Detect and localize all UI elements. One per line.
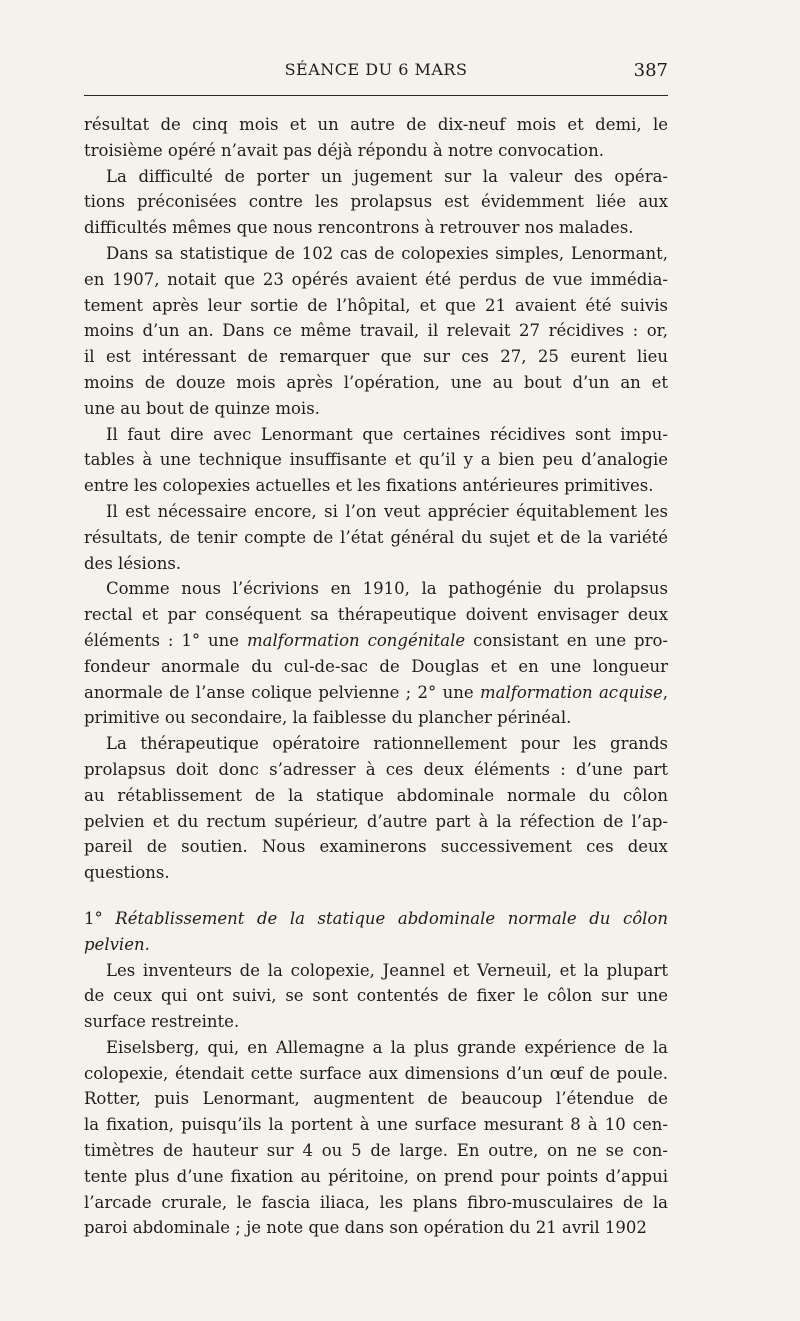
section-title-part-two: pelvien. [84, 934, 150, 954]
text-line [84, 189, 668, 215]
text-line [84, 628, 668, 654]
paragraph [84, 958, 668, 1035]
section-heading-line [84, 906, 668, 932]
line-text: troisième opéré n’avait pas déjà répondu à notre convocation. [84, 140, 604, 160]
line-text: Il faut dire avec Lenormant que certaines récidives sont impu- [106, 424, 668, 444]
line-text: fondeur anormale du cul-de-sac de Douglas et en une longueur [84, 656, 668, 676]
body-section-two [84, 958, 668, 1242]
line-text: au rétablissement de la statique abdominale normale du côlon [84, 785, 668, 805]
text-line [84, 318, 668, 344]
line-text: Eiselsberg, qui, en Allemagne a la plus grande expérience de la [106, 1037, 668, 1057]
line-text: éléments : 1° une [84, 630, 248, 650]
section-heading [84, 906, 668, 958]
line-text: résultats, de tenir compte de l’état général du sujet et de la variété [84, 527, 668, 547]
line-text: , [662, 682, 668, 702]
line-text: Rotter, puis Lenormant, augmentent de beaucoup l’étendue de [84, 1089, 668, 1109]
text-line [84, 860, 668, 886]
section-title-part-one: Rétablissement de la statique abdominale normale du côlon [115, 908, 668, 928]
paragraph [84, 576, 668, 731]
text-line [84, 1009, 668, 1035]
text-line [84, 551, 668, 577]
line-text: La difficulté de porter un jugement sur la valeur des opéra- [106, 166, 668, 186]
text-line [84, 344, 668, 370]
line-text: La thérapeutique opératoire rationnellement pour les grands [106, 734, 668, 754]
text-line [84, 164, 668, 190]
text-line [84, 602, 668, 628]
text-line [84, 1035, 668, 1061]
text-line [84, 680, 668, 706]
text-line [84, 112, 668, 138]
line-text: timètres de hauteur sur 4 ou 5 de large. En outre, on ne se con- [84, 1141, 668, 1161]
paragraph [84, 112, 668, 164]
line-text: surface restreinte. [84, 1012, 240, 1032]
text-line [84, 1138, 668, 1164]
body-text [84, 112, 668, 1241]
paragraph [84, 422, 668, 499]
section-spacer [84, 886, 668, 906]
line-text: en 1907, notait que 23 opérés avaient été perdus de vue immédia- [84, 269, 668, 289]
line-text: tions préconisées contre les prolapsus est évidemment liée aux [84, 192, 668, 212]
text-line [84, 1061, 668, 1087]
text-line [84, 499, 668, 525]
line-text: moins de douze mois après l’opération, une au bout d’un an et [84, 372, 668, 392]
paragraph [84, 731, 668, 886]
line-text: de ceux qui ont suivi, se sont contentés de fixer le côlon sur une [84, 986, 668, 1006]
body-section-one [84, 112, 668, 886]
line-text: pareil de soutien. Nous examinerons successivement ces deux [84, 837, 668, 857]
line-text: des lésions. [84, 553, 182, 573]
line-text: colopexie, étendait cette surface aux dimensions d’un œuf de poule. [84, 1063, 668, 1083]
line-text: la fixation, puisqu’ils la portent à une surface mesurant 8 à 10 cen- [84, 1115, 668, 1135]
paragraph [84, 499, 668, 576]
text-line [84, 705, 668, 731]
text-line [84, 422, 668, 448]
line-text: paroi abdominale ; je note que dans son opération du 21 avril 1902 [84, 1218, 647, 1238]
text-line [84, 757, 668, 783]
line-text: Comme nous l’écrivions en 1910, la pathogénie du prolapsus [106, 579, 668, 599]
text-line [84, 1112, 668, 1138]
running-header [84, 60, 668, 88]
line-text: l’arcade crurale, le fascia iliaca, les plans fibro-musculaires de la [84, 1192, 668, 1212]
line-text: rectal et par conséquent sa thérapeutique doivent envisager deux [84, 605, 668, 625]
line-text: difficultés mêmes que nous rencontrons à retrouver nos malades. [84, 218, 634, 238]
text-line [84, 983, 668, 1009]
line-text: il est intéressant de remarquer que sur ces 27, 25 eurent lieu [84, 347, 668, 367]
text-line [84, 958, 668, 984]
emphasized-term: malformation congénitale [247, 630, 466, 650]
emphasized-term: malformation acquise [480, 682, 663, 702]
text-line [84, 1164, 668, 1190]
text-line [84, 809, 668, 835]
text-line [84, 1190, 668, 1216]
text-line [84, 138, 668, 164]
text-line [84, 215, 668, 241]
page-number: 387 [633, 60, 668, 81]
line-text: une au bout de quinze mois. [84, 398, 320, 418]
header-title: SÉANCE DU 6 MARS [284, 60, 468, 79]
line-text: résultat de cinq mois et un autre de dix-neuf mois et demi, le [84, 115, 668, 134]
text-line [84, 783, 668, 809]
text-line [84, 396, 668, 422]
text-line [84, 654, 668, 680]
text-line [84, 834, 668, 860]
text-line [84, 241, 668, 267]
line-text: prolapsus doit donc s’adresser à ces deux éléments : d’une part [84, 759, 668, 779]
line-text: anormale de l’anse colique pelvienne ; 2° une [84, 682, 480, 702]
line-text: tente plus d’une fixation au péritoine, on prend pour points d’appui [84, 1166, 668, 1186]
header-divider [84, 95, 668, 96]
text-line [84, 576, 668, 602]
line-text: tables à une technique insuffisante et qu’il y a bien peu d’analogie [84, 450, 668, 470]
line-text: consistant en une pro- [465, 630, 668, 650]
text-line [84, 1086, 668, 1112]
paragraph [84, 1035, 668, 1241]
line-text: tement après leur sortie de l’hôpital, et que 21 avaient été suivis [84, 295, 668, 315]
line-text: moins d’un an. Dans ce même travail, il relevait 27 récidives : or, [84, 321, 668, 341]
line-text: primitive ou secondaire, la faiblesse du plancher périnéal. [84, 708, 572, 728]
paragraph [84, 241, 668, 422]
text-line [84, 293, 668, 319]
text-line [84, 1215, 668, 1241]
line-text: Il est nécessaire encore, si l’on veut apprécier équitablement les [106, 501, 668, 521]
line-text: pelvien et du rectum supérieur, d’autre part à la réfection de l’ap- [84, 811, 668, 831]
line-text: entre les colopexies actuelles et les fixations antérieures primitives. [84, 476, 654, 496]
text-line [84, 447, 668, 473]
text-line [84, 473, 668, 499]
text-line [84, 525, 668, 551]
paragraph [84, 164, 668, 241]
section-number: 1° [84, 908, 103, 928]
text-line [84, 731, 668, 757]
line-text: Dans sa statistique de 102 cas de colopexies simples, Lenormant, [106, 243, 668, 263]
text-line [84, 370, 668, 396]
line-text: questions. [84, 863, 170, 883]
line-text: Les inventeurs de la colopexie, Jeannel et Verneuil, et la plupart [106, 960, 668, 980]
text-line [84, 267, 668, 293]
